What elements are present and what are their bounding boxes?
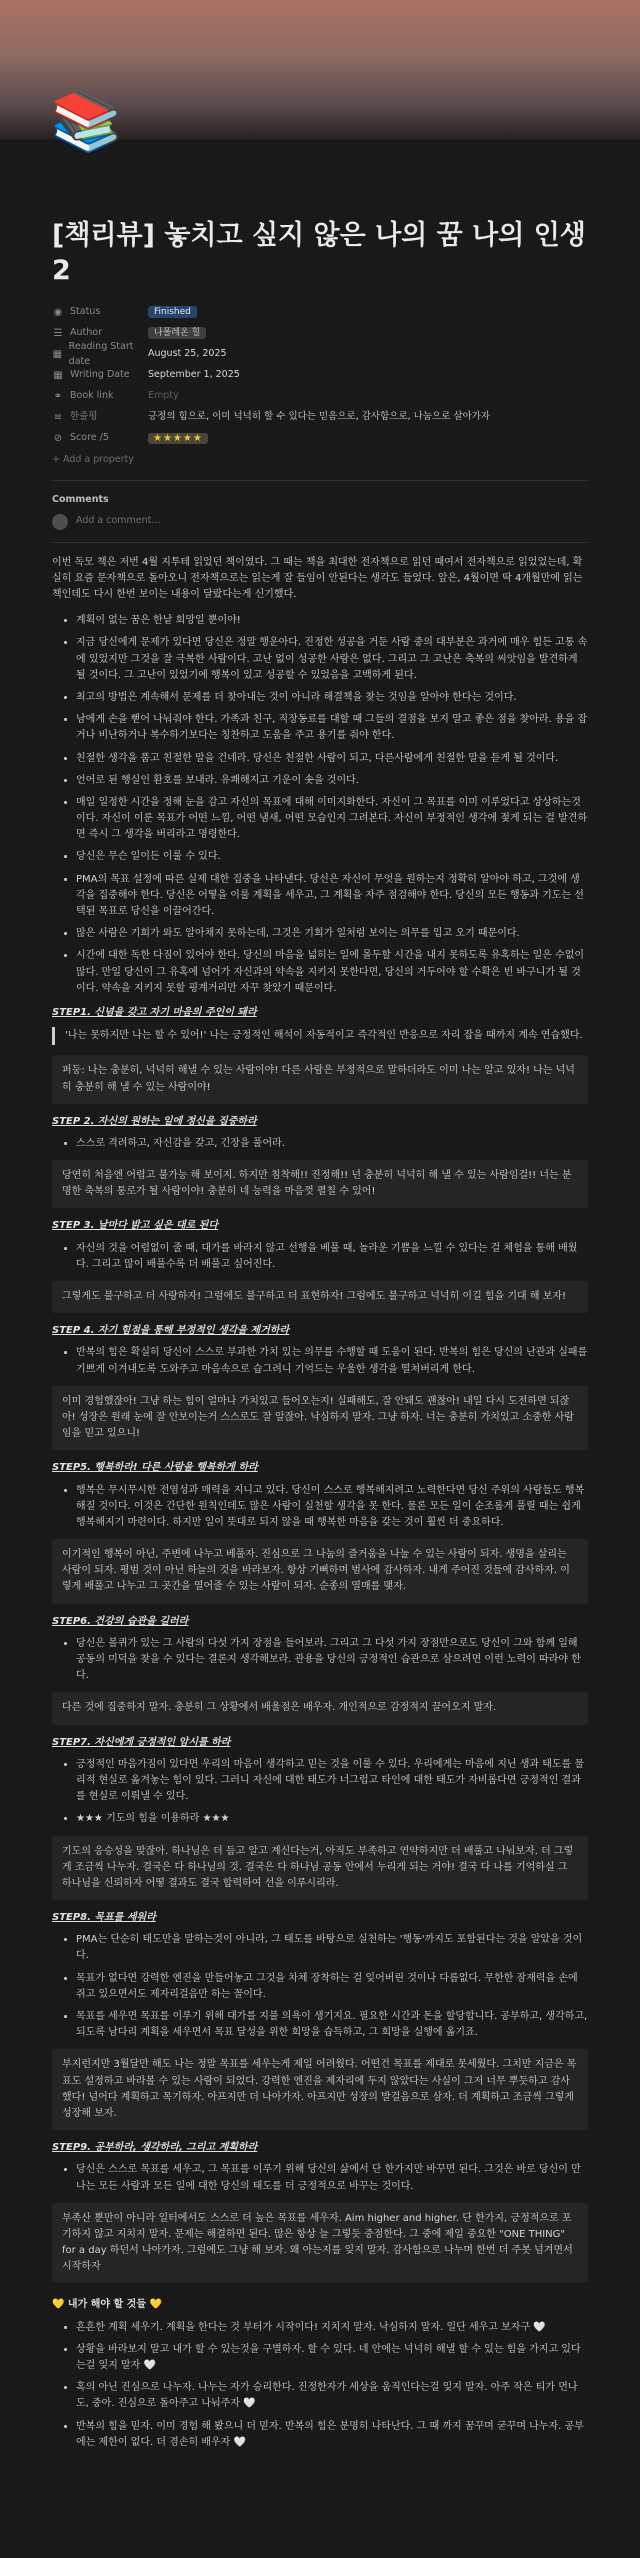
list-item: • 반복의 힘은 확실히 당신이 스스로 부과한 가치 있는 의무를 수행할 때 도움이 된다. 반복의 힘은 당신의 난관과 실패를 기쁘게 이겨내도록 도와주고 마음속으로 습그려니 기억드는 우울한 생각을 떨쳐버리게 한다.	[76, 1345, 588, 1377]
callout-block: 기도의 응승성을 맞잖아. 하나님은 더 듬고 알고 계신다는거, 아직도 부족하고 연약하지만 더 배풀고 나눠보자. 더 그렇게 조금씩 나누자. 결국은 다 하나님의 것. 결국은 다 하나님 공동 안에서 누리게 되는 거야! 결국 다 나를 기억하실 그 하나님을 신뢰하자 어떻 결과도 결국 합력하여 선을 이루시리라.	[52, 1836, 588, 1901]
step-heading: STEP1. 신념을 갖고 자기 마음의 주인이 돼라	[52, 1006, 257, 1018]
callout-block: 부족산 뿐만이 아니라 일터에서도 스스로 더 높은 목표를 세우자. Aim higher and higher. 단 한가지, 긍정적으로 포기하지 않고 지치지 말자. 문제는 해결하면 된다. 많은 항상 늘 그렇듯 중점한다. 그 중에 제일 중요한 "ONE THING" for a day 하던서 나아가자. 그럼에도 그냥 해 보자. 왜 아는지를 잊지 말자. 감사함으로 나누며 한번 더 주봇 넘겨면서 시작하자	[52, 2203, 588, 2284]
property-name	[52, 305, 148, 321]
avatar	[52, 514, 68, 530]
property-row[interactable]	[52, 365, 588, 386]
list-item: • ★★★ 기도의 힘을 이용하라 ★★★	[76, 1811, 588, 1827]
property-value[interactable]	[148, 368, 240, 383]
intro-paragraph: 이번 독모 책은 저번 4월 지투테 읽었던 책이였다. 그 때는 책을 최대한 전자책으로 읽던 때여서 전자책으로 읽었었는데, 확실히 요즘 문자책으로 돌아오니 전자책으로는 읽는게 잘 들임이 안된다는 생각도 들었다. 앞은, 4월이면 딱 4개월만에 읽는 책인데도 다시 한번 보이는 내용이 달랐다는게 신기했다.	[52, 556, 583, 600]
property-label: Author	[70, 327, 102, 339]
comments-title: Comments	[52, 493, 109, 505]
property-row[interactable]	[52, 407, 588, 428]
step-list	[52, 1636, 588, 1685]
property-label: Status	[70, 306, 101, 318]
property-row[interactable]	[52, 386, 588, 407]
add-property-button[interactable]: + Add a property	[52, 454, 134, 466]
steps-section	[52, 1005, 588, 2284]
add-comment-placeholder[interactable]: Add a comment...	[76, 515, 161, 527]
text-icon: ≡	[53, 411, 63, 423]
property-value[interactable]	[148, 389, 179, 404]
divider	[52, 542, 588, 543]
list-item: • 자신의 것을 어렵없이 줄 때, 대가를 바라지 않고 선행을 베풀 때, 놀라운 기쁨을 느낄 수 있다는 걸 체험을 통해 배웠다. 그리고 많이 배풀수록 더 배풀고 싶어진다.	[76, 1241, 588, 1273]
quote-block: '나는 못하지만 나는 할 수 있어!' 나는 긍정적인 해석이 자동적이고 즉각적인 반응으로 자리 잡을 때까지 계속 연습했다.	[52, 1027, 588, 1045]
property-label: Score /5	[70, 432, 109, 444]
step-heading: STEP 3. 날마다 밝고 싶은 대로 된다	[52, 1220, 219, 1232]
add-comment[interactable]	[52, 514, 588, 530]
property-label: Reading Start date	[68, 340, 134, 367]
step-list	[52, 1757, 588, 1828]
property-value[interactable]	[148, 347, 227, 362]
author-icon: ☰	[53, 327, 63, 339]
property-row[interactable]	[52, 428, 588, 449]
list-item: • 혹의 아닌 진심으로 나누자. 나누는 자가 승리한다. 진정한자가 세상을 움직인다는걸 잊지 말자. 아주 작은 티가 먼나도, 중아. 진심으로 돌아주고 나눠주자 🤍	[76, 2380, 588, 2412]
todo-list	[52, 2320, 588, 2451]
property-value-text: 나폴레온 힐	[148, 327, 206, 339]
property-name	[52, 410, 148, 426]
list-item: • 긍정적인 마음가짐이 있다면 우리의 마음이 생각하고 믿는 것을 이룰 수 있다. 우리에게는 마음에 지닌 생과 태도를 물리적 현실로 옮겨놓는 힘이 있다. 그러니 자신에 대한 태도가 너그럽고 타인에 대한 태도가 자비롭다면 긍정적인 결과를 현실로 이뤄낼 수 있다.	[76, 1757, 588, 1806]
step-list	[52, 1345, 588, 1377]
books-icon[interactable]: 📚	[50, 87, 123, 155]
page-title[interactable]: [책리뷰] 놓치고 싶지 않은 나의 꿈 나의 인생2	[52, 220, 586, 287]
status-badge: Finished	[148, 306, 197, 318]
highlights-list	[52, 613, 588, 997]
property-value[interactable]	[148, 431, 208, 447]
divider	[52, 480, 588, 481]
step-list	[52, 1241, 588, 1273]
list-item: • 최고의 방법은 계속해서 문제를 더 찾아내는 것이 아니라 해결책을 찾는 것임을 알아야 한다는 것이다.	[76, 690, 588, 706]
calendar-icon: ▦	[52, 348, 63, 360]
list-item: • 흔흔한 계획 세우기. 계획을 한다는 것 부터가 시작이다! 지치지 말자. 낙심하지 말자. 일단 세우고 보자구 🤍	[76, 2320, 588, 2336]
status-icon: ◉	[53, 306, 63, 318]
step-list	[52, 1136, 588, 1152]
property-name	[52, 340, 148, 369]
calendar-icon: ▦	[53, 369, 63, 381]
property-row[interactable]	[52, 340, 588, 367]
list-item: • 반복의 힘을 믿자. 이미 경험 해 봤으니 더 믿자. 반복의 힘은 분명히 나타난다. 그 때 까지 꿈꾸며 굳꾸며 나누자. 공부에는 제한이 없다. 더 겸손히 배우자 🤍	[76, 2419, 588, 2451]
list-item: • PMA는 단순히 태도만을 말하는것이 아니라, 그 태도를 바탕으로 실천하는 '행동'까지도 포함된다는 것을 알았을 것이다.	[76, 1932, 588, 1964]
list-item: • 목표가 없다면 강력한 엔진을 만들어놓고 그것을 차체 장착하는 걸 잊어버린 것이나 다름없다. 무한한 잠재력을 손에 쥐고 있으면서도 제자리걸음만 하는 꼴이다.	[76, 1971, 588, 2003]
list-item: • 많은 사람은 기회가 와도 알아채지 못하는데, 그것은 기회가 일처럼 보이는 의무를 입고 오기 때문이다.	[76, 926, 588, 942]
property-value-text: August 25, 2025	[148, 348, 227, 360]
list-item: • 목표를 세우면 목표를 이루기 위해 대가를 지불 의욕이 생기지요. 필요한 시간과 돈을 할당합니다. 공부하고, 생각하고, 되도록 남다리 계획을 세우면서 목표 달성을 위한 희망을 습득하고, 그 희망을 실행에 옮기죠.	[76, 2009, 588, 2041]
step-list	[52, 1483, 588, 1532]
list-item: • 언어로 된 행실인 환호를 보내라. 유쾌해지고 기운이 솟을 것이다.	[76, 773, 588, 789]
step-heading: STEP7. 자신에게 긍정적인 암시를 하라	[52, 1736, 231, 1748]
callout-block: 다른 것에 집중하지 말자. 충분히 그 상황에서 배울점은 배우자. 개인적으로 감정적지 끌어오지 말자.	[52, 1692, 588, 1724]
property-value[interactable]	[148, 305, 197, 320]
callout-block: 부지런지만 3월달만 해도 나는 정말 목표를 세우는게 제일 어려웠다. 어떤건 목표를 제대로 못세웠다. 그치만 지금은 목표도 설정하고 바라볼 수 있는 사람이 되었다. 강력한 엔진을 제자리에 두지 않았다는 사실이 그저 너무 뿌듯하고 감사했다! 넘어다 계획하고 목기하자. 아프지만 더 나아가자. 아프지만 성장의 발걸음으로 삼자. 더 계획하고 조금씩 그렇게 성장해 보자.	[52, 2049, 588, 2130]
step-heading: STEP 2. 자신의 원하는 일에 정신을 집중하라	[52, 1115, 257, 1127]
star-rating: ★★★★★	[148, 433, 208, 444]
property-name	[52, 431, 148, 447]
step-list	[52, 1932, 588, 2041]
property-name	[52, 368, 148, 384]
step-heading: STEP9. 공부하라, 생각하라, 그리고 계획하라	[52, 2142, 258, 2154]
list-item: • 스스로 격려하고, 자신감을 갖고, 긴장을 풀어라.	[76, 1136, 588, 1152]
list-item: • 당신은 스스로 목표를 세우고, 그 목표를 이루기 위해 당신의 삶에서 단 한가지만 바꾸면 된다. 그것은 바로 당신이 만나는 모든 사람과 모든 일에 대한 당신의 태도를 더 긍정적으로 바꾸는 것이다.	[76, 2162, 588, 2194]
link-icon: ⚭	[53, 390, 63, 402]
todo-title: 💛 내가 해야 할 것들 💛	[52, 2299, 162, 2311]
list-item: • 계획이 없는 꿈은 한낱 희망일 뿐이야!	[76, 613, 588, 629]
property-label: Writing Date	[70, 369, 130, 381]
property-row[interactable]	[52, 302, 588, 323]
property-label: Book link	[70, 390, 114, 402]
list-item: • 행복은 무시무시한 전염성과 매력을 지니고 있다. 당신이 스스로 행복해지려고 노력한다면 당신 주위의 사람들도 행복해질 것이다. 이것은 간단한 원칙인데도 많은 사람이 실천할 생각을 못 한다. 물론 모든 일이 순조롭게 풀릴 때는 쉽게 행복해지기 마련이다. 하지만 일이 뜻대로 되지 않을 때 행복한 마음을 갖는 것이 훨씬 더 중요하다.	[76, 1483, 588, 1532]
list-item: • 남에게 손을 뻗어 나눠줘야 한다. 가족과 친구, 직장동료를 대할 때 그들의 결점을 보지 말고 좋은 점을 찾아라. 용을 잡거나 비난하거나 복수하기보다는 칭찬하고 도움을 주고 용기를 줘야 한다.	[76, 712, 588, 744]
callout-block: 퍼둥: 나는 충분히, 넉넉히 해낼 수 있는 사람이야! 다른 사람은 부정적으로 말하더라도 이미 나는 알고 있자! 나는 넉넉히 충분히 해 낼 수 있는 사람이야!	[52, 1055, 588, 1103]
list-item: • 지금 당신에게 문제가 있다면 당신은 정말 행운아다. 진정한 성공을 거둔 사람 중의 대부분은 과거에 매우 힘든 고통 속에 있었지만 그것을 잘 극복한 사람이다. 고난 없이 성공한 사람은 없다. 그리고 그 고난은 축복의 씨앗임을 발견하게 될 것이다. 그 고난이 있었기에 행복이 있고 성공할 수 있었음을 고백하게 된다.	[76, 635, 588, 684]
list-item: • PMA의 목표 설정에 따른 실제 대한 집중을 나타낸다. 당신은 자신이 무엇을 원하는지 정확히 알아야 하고, 그것에 생각을 집중해야 한다. 당신은 어떻을 이룰 계획을 세우고, 그 계획을 자주 점검해야 한다. 당신의 모든 행동과 기도는 선택된 목표로 당신을 이끌어간다.	[76, 872, 588, 921]
page-content	[52, 555, 588, 2451]
list-item: • 친절한 생각을 품고 친절한 말을 건네라. 당신은 친절한 사람이 되고, 다른사람에게 친절한 말을 듣게 될 것이다.	[76, 751, 588, 767]
list-item: • 시간에 대한 독한 다짐이 있어야 한다. 당신의 마음을 넓히는 일에 몰두할 시간을 내지 못하도록 유혹하는 일은 수없이 많다. 만일 당신이 그 유혹에 넘어가 자신과의 약속을 지키지 못한다면, 당신의 거두어야 할 수확은 빈 바구니가 될 것이다. 약속을 지키지 못할 핑계거리만 자꾸 찾았기 때문이다.	[76, 948, 588, 997]
callout-block: 당연히 처음엔 어렵고 불가능 해 보이지. 하지만 침착해!! 진정해!! 넌 충분히 넉넉히 해 낼 수 있는 사람임걸!! 너는 분명한 축복의 통로가 될 사람이야! 충분히 네 능력을 마음껏 펼칠 수 있어!	[52, 1160, 588, 1208]
property-value[interactable]	[148, 326, 206, 341]
property-name	[52, 389, 148, 405]
list-item: • 상황을 바라보지 말고 내가 할 수 있는것을 구별하자. 할 수 있다. 네 안에는 넉넉히 해낼 할 수 있는 힘을 가지고 있다는걸 잊지 말자 🤍	[76, 2342, 588, 2374]
property-value-text: September 1, 2025	[148, 369, 240, 381]
page-body	[0, 87, 640, 2451]
callout-block: 그렇게도 불구하고 더 사랑하자! 그럼에도 불구하고 더 표현하자! 그럼에도 불구하고 넉넉히 이길 힘을 기대 해 보자!	[52, 1281, 588, 1313]
property-value[interactable]	[148, 410, 490, 425]
step-heading: STEP8. 목표를 세워라	[52, 1912, 156, 1924]
step-heading: STEP 4. 자기 힘점을 통해 부정적인 생각을 제거하라	[52, 1325, 290, 1337]
properties-list	[52, 302, 588, 449]
score-icon: ⊘	[53, 432, 63, 444]
step-list	[52, 2162, 588, 2194]
property-value-text: Empty	[148, 390, 179, 402]
property-value-text: 긍정의 힘으로, 이미 넉넉히 할 수 있다는 믿음으로, 감사함으로, 나눔으로 살아가자	[148, 411, 491, 423]
step-heading: STEP6. 건강의 습관을 길러라	[52, 1615, 189, 1627]
callout-block: 이기적인 행복이 아닌, 주변에 나누고 베풀자. 진심으로 그 나눔의 즐거움을 나눌 수 있는 사람이 되자. 생명을 살리는 사람이 되자. 평범 것이 아닌 하늘의 것을 바라보자. 항상 기뻐하며 범사에 감사하자. 내게 주어진 것들에 감사하자. 이렇게 배풀고 나누고 그 곳간을 열어줄 수 있는 사람이 되자. 순종의 열매를 맺자.	[52, 1539, 588, 1604]
list-item: • 당신은 볼퀴가 있는 그 사람의 다섯 가지 장점을 들어보라. 그리고 그 다섯 가지 장점만으로도 당신이 그와 함께 일해 공동의 미덕을 찾을 수 있다는 결론지 생각해보라. 관용을 당신의 긍정적인 습관으로 삼으려면 이런 노력이 따라야 한다.	[76, 1636, 588, 1685]
step-heading: STEP5. 행복하라! 다른 사람을 행복하게 하라	[52, 1462, 258, 1474]
property-label: 한줄평	[70, 411, 98, 423]
list-item: • 매일 일정한 시간을 정해 눈을 감고 자신의 목표에 대해 이미지화한다. 자신이 그 목표를 이미 이루었다고 상상하는것이다. 자신이 이룬 목표가 어떤 느낌, 어떤 냄새, 어떤 모습인지 그려본다. 자신이 부정적인 생각에 젖게 되는 걸 발견하면 즉시 그 생각을 버리라고 명령한다.	[76, 795, 588, 844]
list-item: • 당신은 무슨 일이든 이룰 수 있다.	[76, 849, 588, 865]
callout-block: 이미 경험했잖아! 그냥 하는 힘이 얼마나 가치있고 들어오는지! 실패해도, 잘 안돼도 괜찮아! 내일 다시 도전하면 되잖아! 성장은 원래 눈에 잘 안보이는거 스스로도 잘 알잖아. 낙심하지 말자. 그냥 하자. 너는 충분히 가치있고 소중한 사람임을 믿고 있으니!	[52, 1386, 588, 1451]
